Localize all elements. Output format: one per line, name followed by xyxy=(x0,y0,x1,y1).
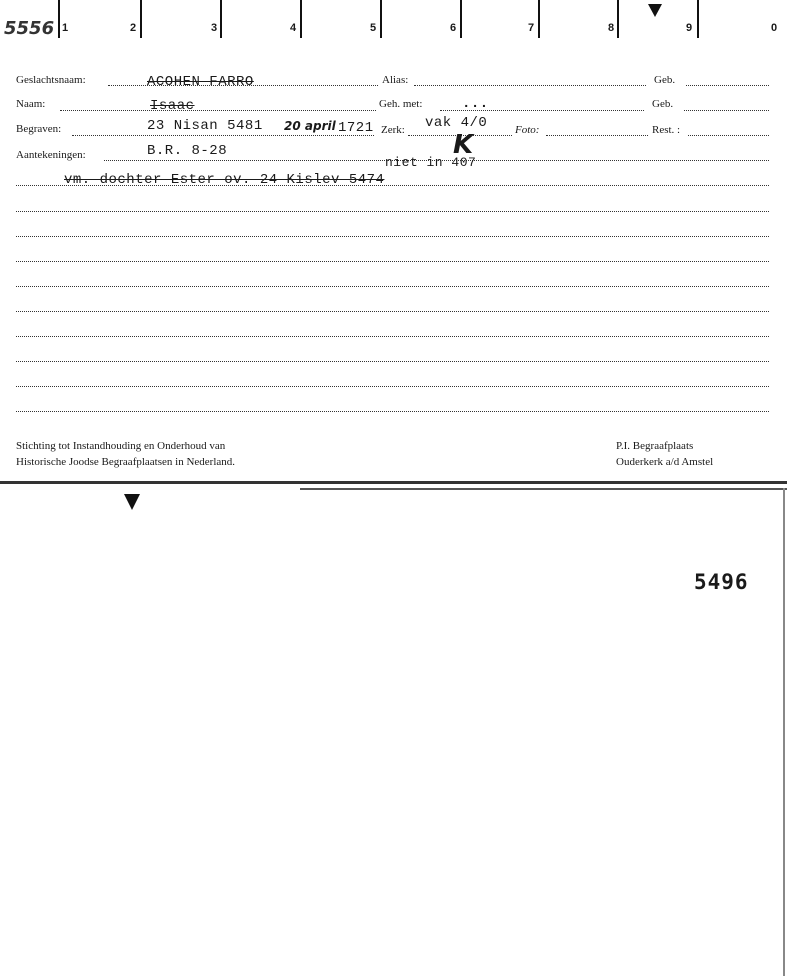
alias-label: Alias: xyxy=(382,74,409,86)
dotted-line xyxy=(414,85,646,86)
dotted-line xyxy=(684,110,769,111)
column-number: 7 xyxy=(528,22,535,34)
married-label: Geh. met: xyxy=(379,98,423,110)
dotted-line xyxy=(16,386,769,387)
column-divider xyxy=(58,0,60,38)
born-label: Geb. xyxy=(654,74,676,86)
born-label-2: Geb. xyxy=(652,98,674,110)
photo-label: Foto: xyxy=(515,124,540,136)
notes-line-2: vm. dochter Ester ov. 24 Kislev 5474 xyxy=(64,172,385,188)
dotted-line xyxy=(686,85,769,86)
column-number: 2 xyxy=(130,22,137,34)
column-number: 3 xyxy=(211,22,218,34)
column-number: 5 xyxy=(370,22,377,34)
dotted-line xyxy=(688,135,769,136)
column-number: 6 xyxy=(450,22,457,34)
name-label: Naam: xyxy=(16,98,46,110)
dotted-line xyxy=(60,110,376,111)
dotted-line xyxy=(16,261,769,262)
marker-triangle-icon xyxy=(124,494,140,510)
surname-label: Geslachtsnaam: xyxy=(16,74,86,86)
dotted-line xyxy=(16,336,769,337)
notes-label: Aantekeningen: xyxy=(16,149,86,161)
notes-value: B.R. 8-28 xyxy=(147,143,228,159)
column-divider xyxy=(697,0,699,38)
buried-date-typed: 23 Nisan 5481 xyxy=(147,118,263,134)
column-divider xyxy=(140,0,142,38)
married-value: ... xyxy=(462,96,489,112)
card-edge-line xyxy=(0,481,787,484)
cemetery-name xyxy=(616,438,713,470)
column-divider xyxy=(617,0,619,38)
notes-handwritten-mark: K xyxy=(453,130,474,160)
column-divider xyxy=(460,0,462,38)
buried-year: 1721 xyxy=(338,120,374,136)
name-value: Isaac xyxy=(150,98,195,114)
rest-label: Rest. : xyxy=(652,124,681,136)
dotted-line xyxy=(16,236,769,237)
dotted-line xyxy=(16,311,769,312)
dotted-line xyxy=(72,135,374,136)
dotted-line xyxy=(16,211,769,212)
buried-date-handwritten: 20 april xyxy=(284,119,336,133)
cemetery-line-2: Ouderkerk a/d Amstel xyxy=(616,456,714,468)
notes-extra: niet in 407 xyxy=(385,155,477,170)
column-number: 1 xyxy=(62,22,69,34)
grave-label: Zerk: xyxy=(381,124,405,136)
dotted-line xyxy=(16,361,769,362)
dotted-line xyxy=(546,135,648,136)
column-number: 9 xyxy=(686,22,693,34)
card-edge-line-right xyxy=(300,488,787,490)
dotted-line xyxy=(16,286,769,287)
handwritten-card-number: 5556 xyxy=(4,18,55,39)
foundation-line-1: Stichting tot Instandhouding en Onderhoud van xyxy=(16,440,226,452)
column-number: 4 xyxy=(290,22,297,34)
column-divider xyxy=(300,0,302,38)
cemetery-line-1: P.I. Begraafplaats xyxy=(616,440,694,452)
column-divider xyxy=(220,0,222,38)
dotted-line xyxy=(16,411,769,412)
card-edge-vertical xyxy=(783,488,785,976)
column-number: 0 xyxy=(771,22,778,34)
foundation-name xyxy=(16,438,235,470)
column-number: 8 xyxy=(608,22,615,34)
surname-value: ACOHEN FARRO xyxy=(147,74,254,90)
marker-triangle-icon xyxy=(648,4,662,17)
stamp-number: 5496 xyxy=(694,570,749,594)
foundation-line-2: Historische Joodse Begraafplaatsen in Nederland. xyxy=(16,456,236,468)
buried-label: Begraven: xyxy=(16,123,62,135)
column-divider xyxy=(380,0,382,38)
grave-value: vak 4/0 xyxy=(425,115,488,131)
column-divider xyxy=(538,0,540,38)
